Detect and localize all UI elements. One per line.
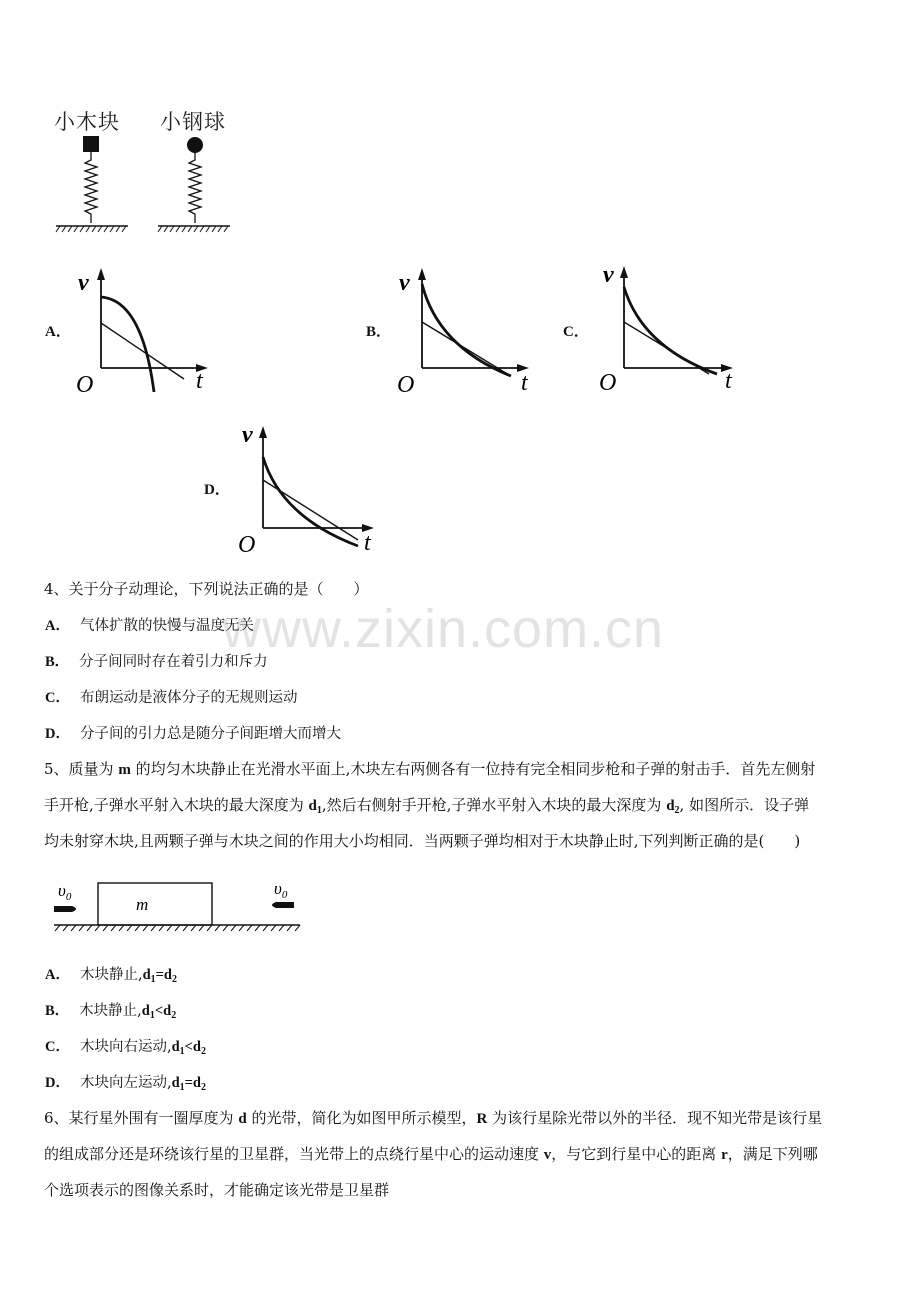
q6-line3: 个选项表示的图像关系时，才能确定该光带是卫星群 [44, 1181, 390, 1199]
graph-d-curve [263, 457, 358, 546]
option-c-letter: C． [563, 324, 589, 340]
q4-option-b: B． 分子间同时存在着引力和斥力 [45, 654, 268, 670]
right-bullet [272, 902, 294, 908]
q5-option-d: D． 木块向左运动$,d_1=d_2$ [45, 1075, 206, 1093]
q5-option-c: C． 木块向右运动$,d_1<d_2$ [45, 1039, 206, 1057]
q4-option-a: A． 气体扩散的快慢与温度无关 [45, 618, 254, 634]
option-a-letter: A． [45, 324, 71, 340]
spring-figure [50, 130, 250, 240]
graph-a-line [101, 323, 184, 379]
graph-b-origin: O [397, 372, 415, 397]
graph-b [393, 262, 543, 397]
graph-d-line [263, 480, 358, 540]
option-b-letter: B． [366, 324, 392, 340]
steel-ball-shape [187, 137, 203, 153]
graph-a-origin: O [76, 372, 94, 397]
watermark: www.zixin.com.cn [222, 599, 665, 659]
block-mass-label: m [136, 895, 149, 914]
wood-block-shape [83, 136, 99, 152]
q4-option-d: D． 分子间的引力总是随分子间距增大而增大 [45, 726, 341, 742]
q5-line3: 均未射穿木块,且两颗子弹与木块之间的作用大小均相同．当两颗子弹均相对于木块静止时,下列判断正确的是( ) [44, 832, 801, 850]
graph-c-v-label: v [603, 262, 614, 288]
q5-line1: 5、质量为 m 的均匀木块静止在光滑水平面上,木块左右两侧各有一位持有完全相同步枪和子弹的射击手．首先左侧射 [44, 760, 816, 778]
graph-b-line [422, 322, 509, 375]
graph-d [236, 422, 386, 557]
small-wood-block-label: 小木块 [54, 110, 120, 134]
small-steel-ball-label: 小钢球 [160, 110, 226, 134]
graph-c-origin: O [599, 370, 617, 396]
graph-b-v-label: v [399, 270, 410, 296]
right-spring [189, 153, 201, 223]
graph-a-t-label: t [196, 368, 203, 394]
q5-line2: 手开枪,子弹水平射入木块的最大深度为 $d_1$,然后右侧射手开枪,子弹水平射入木块的最大深度为 $d_2$, 如图所示．设子弹 [44, 796, 810, 816]
left-bullet [54, 906, 76, 912]
q6-line1: 6、某行星外围有一圈厚度为 d 的光带，简化为如图甲所示模型，R 为该行星除光带以外的半径．现不知光带是该行星 [44, 1109, 823, 1127]
left-spring [85, 152, 97, 223]
q5-option-b: B． 木块静止$,d_1<d_2$ [45, 1003, 177, 1021]
graph-c [597, 262, 747, 397]
option-d-letter: D． [204, 482, 230, 498]
wood-block [98, 883, 212, 925]
q5-option-a: A． 木块静止$,d_1=d_2$ [45, 967, 177, 985]
graph-a-v-label: v [78, 270, 89, 296]
bullet-block-figure [50, 872, 310, 940]
graph-d-t-label: t [364, 530, 371, 556]
graph-a [72, 262, 222, 397]
graph-d-origin: O [238, 532, 256, 557]
graph-d-v-label: v [242, 422, 253, 448]
v0-right-label: $\upsilon_0$ [274, 879, 288, 901]
q4-option-c: C． 布朗运动是液体分子的无规则运动 [45, 690, 298, 706]
v0-left-label: $\upsilon_0$ [58, 881, 72, 903]
graph-a-curve [101, 297, 154, 392]
graph-c-line [624, 322, 709, 374]
q4-stem: 4、关于分子动理论，下列说法正确的是（ ） [44, 580, 369, 598]
graph-b-t-label: t [521, 370, 528, 396]
q6-line2: 的组成部分还是环绕该行星的卫星群，当光带上的点绕行星中心的运动速度 v，与它到行星中心的距离 r，满足下列哪 [44, 1145, 818, 1163]
graph-c-t-label: t [725, 368, 732, 394]
